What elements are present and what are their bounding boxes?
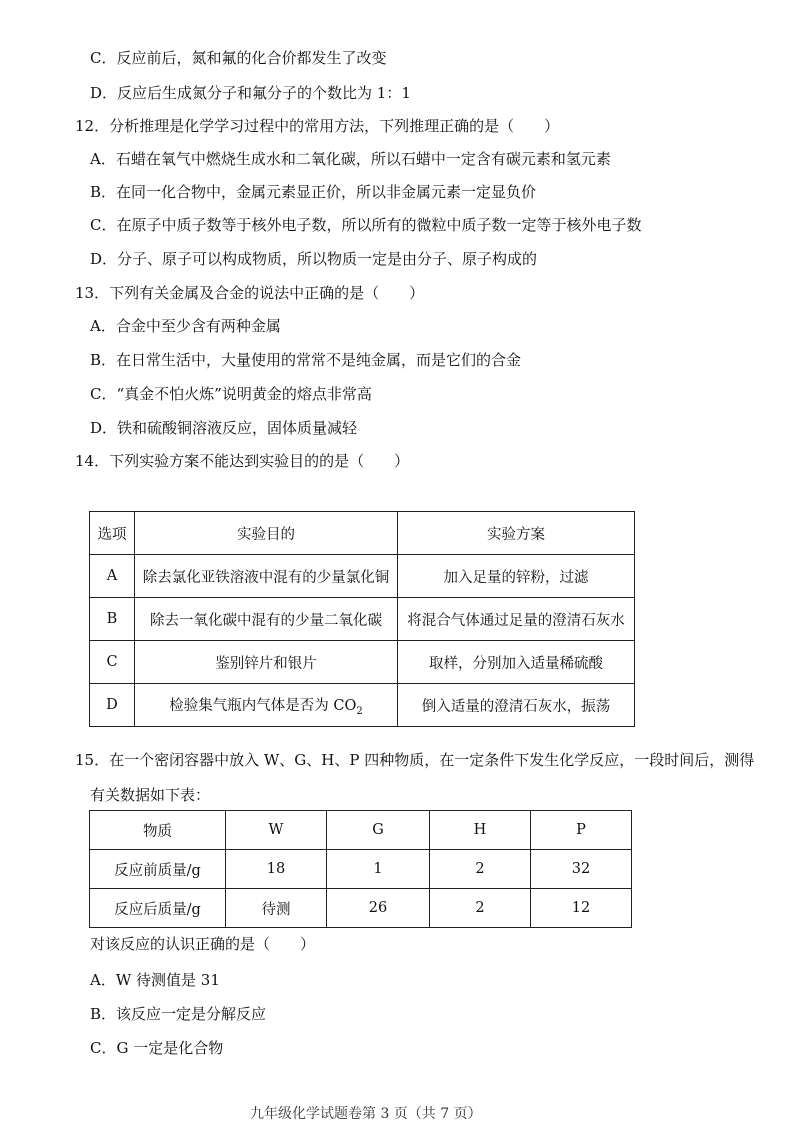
q12-option-a: A．石蜡在氧气中燃烧生成水和二氧化碳，所以石蜡中一定含有碳元素和氢元素 — [90, 150, 611, 168]
table-cell: 倒入适量的澄清石灰水，振荡 — [398, 684, 635, 727]
table-header-cell: P — [531, 811, 632, 850]
table-header-cell: 物质 — [90, 811, 226, 850]
table-cell: 1 — [327, 850, 430, 889]
table-header-cell: 选项 — [90, 512, 135, 555]
q15-option-c: C．G 一定是化合物 — [90, 1039, 224, 1057]
table-cell — [135, 684, 398, 727]
table-header-row — [90, 512, 635, 555]
q15-option-a: A．W 待测值是 31 — [90, 971, 220, 989]
table-row — [90, 889, 632, 928]
table-row — [90, 555, 635, 598]
table-cell: 将混合气体通过足量的澄清石灰水 — [398, 598, 635, 641]
table-cell: A — [90, 555, 135, 598]
q11-option-c: C．反应前后，氮和氟的化合价都发生了改变 — [90, 49, 387, 67]
table-cell: 反应后质量/g — [90, 889, 226, 928]
table-cell: 反应前质量/g — [90, 850, 226, 889]
goal-text: 检验集气瓶内气体是否为 CO — [169, 697, 357, 714]
table-cell: 加入足量的锌粉，过滤 — [398, 555, 635, 598]
table-header-cell: 实验目的 — [135, 512, 398, 555]
table-header-cell: G — [327, 811, 430, 850]
table-cell: B — [90, 598, 135, 641]
subscript: 2 — [356, 705, 363, 717]
q12-option-c: C．在原子中质子数等于核外电子数，所以所有的微粒中质子数一定等于核外电子数 — [90, 216, 642, 234]
q13-option-a: A．合金中至少含有两种金属 — [90, 317, 281, 335]
q13-stem: 13．下列有关金属及合金的说法中正确的是（ ） — [75, 284, 425, 302]
q14-table — [89, 511, 635, 727]
q12-stem: 12．分析推理是化学学习过程中的常用方法，下列推理正确的是（ ） — [75, 117, 560, 135]
q13-option-b: B．在日常生活中，大量使用的常常不是纯金属，而是它们的合金 — [90, 351, 522, 369]
q13-option-c: C．“真金不怕火炼”说明黄金的熔点非常高 — [90, 385, 372, 403]
table-cell: 2 — [430, 889, 531, 928]
q15-stem-line1: 15．在一个密闭容器中放入 W、G、H、P 四种物质，在一定条件下发生化学反应，一段时间后，测得 — [75, 751, 755, 769]
table-cell: 除去氯化亚铁溶液中混有的少量氯化铜 — [135, 555, 398, 598]
table-cell: D — [90, 684, 135, 727]
table-cell: 26 — [327, 889, 430, 928]
table-cell: 除去一氧化碳中混有的少量二氧化碳 — [135, 598, 398, 641]
q15-option-b: B．该反应一定是分解反应 — [90, 1005, 267, 1023]
q15-question: 对该反应的认识正确的是（ ） — [90, 935, 316, 953]
q14-stem: 14．下列实验方案不能达到实验目的的是（ ） — [75, 452, 410, 470]
table-cell: 2 — [430, 850, 531, 889]
table-header-cell: H — [430, 811, 531, 850]
q13-option-d: D．铁和硫酸铜溶液反应，固体质量减轻 — [90, 419, 358, 437]
q15-table — [89, 810, 632, 928]
table-cell: 鉴别锌片和银片 — [135, 641, 398, 684]
table-cell: 18 — [226, 850, 327, 889]
table-cell: C — [90, 641, 135, 684]
table-row — [90, 850, 632, 889]
q15-stem-line2: 有关数据如下表： — [90, 786, 211, 804]
table-cell: 取样，分别加入适量稀硫酸 — [398, 641, 635, 684]
table-cell: 32 — [531, 850, 632, 889]
table-row — [90, 684, 635, 727]
table-cell: 12 — [531, 889, 632, 928]
table-header-cell: W — [226, 811, 327, 850]
table-cell: 待测 — [226, 889, 327, 928]
q12-option-d: D．分子、原子可以构成物质，所以物质一定是由分子、原子构成的 — [90, 250, 538, 268]
table-header-cell: 实验方案 — [398, 512, 635, 555]
q12-option-b: B．在同一化合物中，金属元素显正价，所以非金属元素一定显负价 — [90, 183, 537, 201]
table-row — [90, 598, 635, 641]
q11-option-d: D．反应后生成氮分子和氟分子的个数比为 1：1 — [90, 84, 411, 102]
page-footer: 九年级化学试题卷第 3 页（共 7 页） — [250, 1106, 482, 1122]
table-row — [90, 641, 635, 684]
table-header-row — [90, 811, 632, 850]
